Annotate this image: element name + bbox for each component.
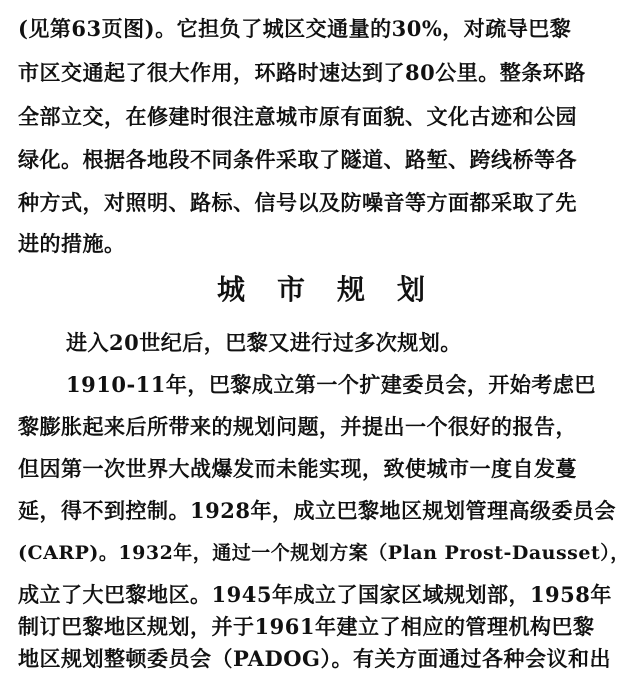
text-line: 黎膨胀起来后所带来的规划问题，并提出一个很好的报告， xyxy=(18,414,577,439)
text-line: (CARP)。1932年，通过一个规划方案（Plan Prost-Dausset）， xyxy=(18,542,630,564)
text-line: 全部立交，在修建时很注意城市原有面貌、文化古迹和公园 xyxy=(18,104,577,129)
text-line: 成立了大巴黎地区。1945年成立了国家区域规划部，1958年 xyxy=(18,582,612,607)
section-heading: 城市规划 xyxy=(216,273,457,306)
text-line: 进入20世纪后，巴黎又进行过多次规划。 xyxy=(66,330,462,355)
text-line: 延，得不到控制。1928年，成立巴黎地区规划管理高级委员会 xyxy=(18,498,616,523)
text-line: 地区规划整顿委员会（PADOG）。有关方面通过各种会议和出 xyxy=(18,646,611,671)
text-line: 但因第一次世界大战爆发而未能实现，致使城市一度自发蔓 xyxy=(18,456,577,481)
text-line: 制订巴黎地区规划，并于1961年建立了相应的管理机构巴黎 xyxy=(18,614,595,639)
text-line: 绿化。根据各地段不同条件采取了隧道、路堑、跨线桥等各 xyxy=(18,147,577,172)
text-line: 种方式，对照明、路标、信号以及防噪音等方面都采取了先 xyxy=(18,190,577,215)
text-line: 市区交通起了很大作用，环路时速达到了80公里。整条环路 xyxy=(18,60,586,85)
text-line: 进的措施。 xyxy=(18,231,126,256)
text-line: 1910-11年，巴黎成立第一个扩建委员会，开始考虑巴 xyxy=(66,372,596,397)
text-line: (见第63页图)。它担负了城区交通量的30%，对疏导巴黎 xyxy=(18,16,572,41)
